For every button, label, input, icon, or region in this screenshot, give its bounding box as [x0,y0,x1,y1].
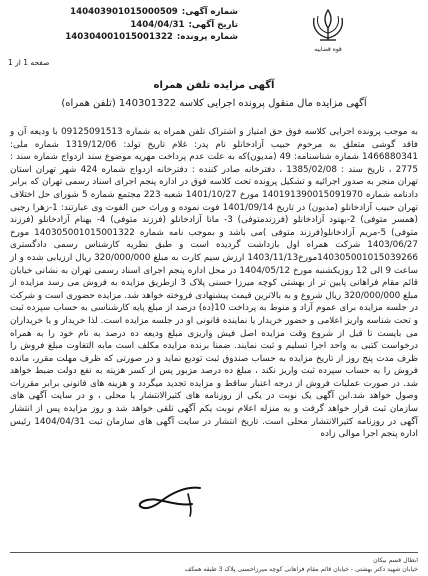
document-meta [8,6,238,44]
case-number-label: شماره پرونده: [176,32,238,42]
footer-divider [10,552,418,553]
ad-date-row [8,19,238,32]
signature-icon [130,480,220,520]
document-title: آگهی مزایده تلفن همراه [153,80,275,91]
document-subtitle: آگهی مزایده مال منقول پرونده اجرایی کلاسه 140301322 (تلفن همراه) [61,98,367,109]
case-number-row [8,31,238,44]
judiciary-emblem-icon [300,4,356,44]
document-body [10,126,418,441]
footer-name: ابطال قسم بیکان [373,557,418,564]
ad-date: 1404/04/31 [130,19,185,30]
ad-number-label: شماره آگهی: [181,7,238,17]
footer-address: خیابان شهید دکتر بهشتی - خیابان قائم مقام فراهانی کوچه میرزاحسنی پلاک 3 طبقه همکف [184,566,418,573]
page-indicator: صفحه 1 از 1 [8,58,50,67]
body-paragraph: به موجب پرونده اجرایی کلاسه فوق حق امتیاز و اشتراک تلفن همراه به شماره 09125091513 با ودیعه آن و فاقد گوشی متعلق به مرحوم حبیب آزادخانلو نام پدر: غلام تاریخ تولد: 1319/12/06 شماره ملی: 1466880341 شماره شناسنامه: 49 (مدیون)که به علت عدم پرداخت مهریه موضوع سند ازدواج شماره سند : 2775 ، تاریخ سند : 1385/02/08 ، دفترخانه صادر کننده : دفترخانه ازدواج شماره 424 شهر تهران استان تهران منجر به صدور اجرائیه و تشکیل پرونده تحت کلاسه فوق در اداره پنجم اجرای اسناد رسمی تهران که برابر دادنامه شماره 140191390015091970 مورخ 1401/10/27 شعبه 223 مجتمع شماره 5 شورای حل اختلاف تهران حبیب آزادخانلو (مدیون) در تاریخ 1401/09/14 فوت نموده و وراث حین الفوت وی عبارتند: 1-زهرا رجبی (همسر متوفی) 2-بهنود آزادخانلو (فرزندمتوفی) 3- مانا آزادخانلو (فرزند متوفی) 4- بهنام آزادخانلو (فرزند متوفی) 5-مریم آزادخانلو(فرزند متوفی )می باشد و بموجب نامه شماره 140305001015001322 مورخ 1403/06/27 شرکت همراه اول بازداشت گردیده است و طبق نظریه کارشناس رسمی دادگستری 140305001015039266مورخ1403/11/13 ارزش سیم کارت به مبلغ 320/000/000 ریال ارزیابی شده و از ساعت 9 الی 12 روزیکشنبه مورخ 1404/05/12 در محل اداره پنجم اجرای اسناد رسمی تهران به نشانی خیابان قائم مقام فراهانی پایین تر از بهشتی کوچه میرزا حسنی پلاک 3 ازطریق مزایده به فروش می رسد مزایده از مبلغ 320/000/000 ریال شروع و به بالاترین قیمت پیشنهادی فروخته خواهد شد. مزایده حضوری است و شرکت در جلسه مزایده برای عموم آزاد و منوط به پرداخت 10(ده) درصد از مبلغ پایه کارشناسی به حساب سپرده ثبت و تحت شناسه واریز اعلامی و حضور خریدار یا نماینده قانونی او در جلسه مزایده است. لذا خریدار و یا خریداران می بایست تا قبل از شروع وقت مزایده اصل فیش واریزی مبلغ ودیعه ده درصد به نام خود را به همراه درخواست کتبی به واحد اجرا تسلیم و ثبت نمایند. ضمنا برنده مزایده مکلف است مابه التفاوت مبلغ فروش را ظرف مدت پنج روز از تاریخ مزایده به حساب صندوق ثبت تودیع نماید و در صورتی که ظرف مهلت مقرر، مانده فروش را به حساب سپرده ثبت واریز نکند ، مبلغ ده درصد مزبور پس از کسر هزینه به نفع دولت ضبط خواهد شد. در صورت عملیات فروش از درجه اعتبار ساقط و مزایده تجدید میگردد و هزینه های قانونی برابر مقررات وصول خواهد شد.این آگهی یک نوبت در یکی از روزنامه های کثیرالانتشار یا محلی ، و در سایت آگهی های سازمان ثبت قرار خواهد گرفت و به منزله اعلام نوبت یکم آگهی تلقی خواهد شد و روز مزایده پس از انتشار آگهی در روزنامه کثیرالانتشار محلی است. تاریخ انتشار در سایت آگهی های سازمان ثبت 1404/04/31 رئیس اداره پنجم اجرا موالی زاده [9,127,418,440]
ad-number-row [8,6,238,19]
ad-date-label: تاریخ آگهی: [188,19,238,30]
ad-number: 140403901015000509 [70,7,178,17]
case-number: 140304001015001322 [65,32,173,42]
emblem-caption: قوه قضاییه [314,46,342,53]
document-footer [10,556,418,574]
